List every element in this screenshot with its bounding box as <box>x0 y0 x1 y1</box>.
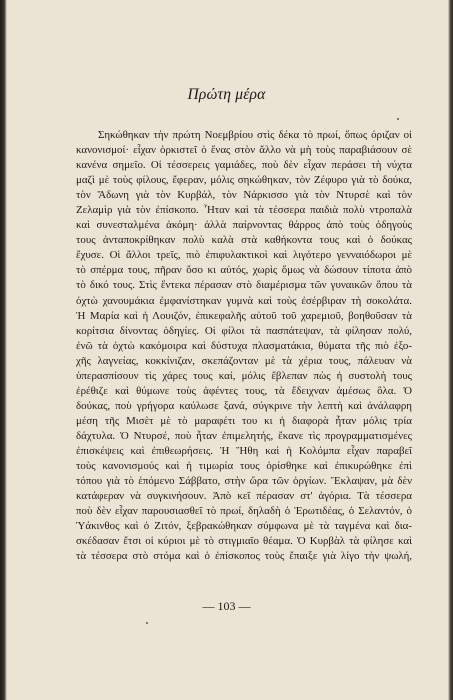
text-line: κατάφεραν νὰ συγκινήσουν. Ἀπὸ κεῖ πέρασαν στ' ἀγόρια. Τὰ τέσσερα <box>76 490 412 503</box>
page-number: — 103 — <box>202 599 251 613</box>
text-line: ἐπισκέψεις καὶ ἐπιθεωρήσεις. Ἡ Ἥθη καὶ ἡ Κολόμπα εἶχαν παραβεῖ <box>76 444 412 457</box>
page-edge-right <box>448 0 453 700</box>
text-line: κανονισμοί· εἶχαν ὁρκιστεῖ ὁ ἕνας στὸν ἄλλο νὰ μὴ τοὺς παραβιάσουν σὲ <box>76 144 412 157</box>
text-line: κορίτσια δίνοντας ὁδηγίες. Οἱ φίλοι τὰ πασπάτεψαν, τὰ φίλησαν πολύ, <box>76 324 412 337</box>
text-line: ὀχτὼ χανουμάκια ἐμφανίστηκαν γυμνὰ καὶ τοὺς ἐσέρβιραν τὴ σοκολάτα. <box>76 294 412 307</box>
text-line: τοὺς κανονισμούς καὶ ἡ τιμωρία τους ὁρίσθηκε καὶ ἐπικυρώθηκε ἐπὶ <box>76 460 412 473</box>
text-line: μαζὶ μὲ τοὺς φίλους, ἔφεραν, μόλις σηκώθηκαν, τὸν Ζέφυρο γιὰ τὸ δούκα, <box>76 174 412 187</box>
text-line: μέση τῆς Μισὲτ μὲ τὸ μαραφέτι του κι ἡ διαφορὰ ἦταν μόλις τρία <box>76 414 412 427</box>
paper-speck <box>146 622 148 624</box>
body-text <box>76 128 412 564</box>
text-line: Ὑάκινθος καὶ ὁ Ζιτόν, ξεβρακώθηκαν σύμφωνα μὲ τὰ ταγμένα καὶ δια- <box>76 520 412 533</box>
text-line: τους ἀνταποκρίθηκαν πολὺ καλὰ στὰ καθήκοντα τους καὶ ὁ δούκας <box>76 234 412 247</box>
text-line: τὰ τέσσερα στὸ στόμα καὶ ὁ ἐπίσκοπος τοὺς ἔπαιξε γιὰ λίγο τὴν ψωλή, <box>76 550 412 563</box>
text-line: χῆς λαγνείας, κοκκίνιζαν, σκεπάζονταν μὲ τὰ χέρια τους, πάλευαν νὰ <box>76 354 412 367</box>
text-line: τὸν Ἄδωνη γιὰ τὸν Κυρβάλ, τὸν Νάρκισσο γιὰ τὸν Ντυρσὲ καὶ τὸν <box>76 189 412 202</box>
text-line: ἐνῶ τὰ ὀχτὼ κακόμοιρα καὶ δύστυχα πλασματάκια, θύματα τῆς πιὸ ἐξο- <box>76 339 412 352</box>
text-line: δούκας, ποὺ γρήγορα καύλωσε ξανά, σύγκρινε τὴν λεπτὴ καὶ ἀνάλαφρη <box>76 399 412 412</box>
text-line: ἔχυσε. Οἱ ἄλλοι τρεῖς, πιὸ ἐπιφυλακτικοὶ καὶ λιγότερο γενναιόδωροι μὲ <box>76 249 412 262</box>
text-line: καὶ συνεσταλμένα ἀκόμη· ἀλλὰ παίρνοντας θάρρος ἀπὸ τοὺς ὁδηγοὺς <box>76 219 412 232</box>
text-line: τόπου γιὰ τὸ ἑπόμενο Σάββατο, στὴν ὥρα τῶν ὀργίων. Ἔκλαψαν, μὰ δὲν <box>76 475 412 488</box>
text-line: δάχτυλα. Ὁ Ντυρσέ, ποὺ ἦταν ἐπιμελητής, ἔκανε τὶς προγραμματισμένες <box>76 429 412 442</box>
text-line: ὑπερασπίσουν τὶς χάρες τους καί, μόλις ἔβλεπαν πὼς ἡ συστολὴ τους <box>76 369 412 382</box>
text-line: τὸ σπέρμα τους, πῆραν ὅσο κι αὐτός, χωρὶς ὅμως νὰ δώσουν τίποτα ἀπὸ <box>76 264 412 277</box>
text-line: Σηκώθηκαν τὴν πρώτη Νοεμβρίου στὶς δέκα τὸ πρωί, ὅπως όριζαν οἱ <box>98 129 412 141</box>
text-line: Ἡ Μαρία καὶ ἡ Λουιζόν, ἐπικεφαλῆς αὐτοῦ τοῦ χαρεμιοῦ, βοηθοῦσαν τὰ <box>76 309 412 322</box>
text-line: κανένα σημεῖο. Οἱ τέσσερεις γαμιάδες, ποὺ δὲν εἶχαν περάσει τὴ νύχτα <box>76 159 412 172</box>
text-line: σκέδασαν ἔτσι οἱ κύριοι μὲ τὸ στιγμιαῖο θέαμα. Ὁ Κυρβὰλ τὰ φίλησε καὶ <box>76 535 412 548</box>
page-edge-left <box>0 0 7 700</box>
text-line: ποὺ δὲν εἶχαν παρουσιασθεῖ τὸ πρωί, δηλαδὴ ὁ Ἐρωτιδέας, ὁ Σελαντόν, ὁ <box>76 505 412 518</box>
text-line: τὸ δικό τους. Στὶς ἕντεκα πέρασαν στὸ διαμέρισμα τῶν γυναικῶν ὅπου τὰ <box>76 279 412 292</box>
text-line: Ζελαμὶρ γιὰ τὸν ἐπίσκοπο. Ἦταν καὶ τὰ τέσσερα παιδιὰ πολὺ ντροπαλὰ <box>76 204 412 217</box>
chapter-title: Πρώτη μέρα <box>187 86 266 103</box>
text-line: ἐρέθιζε καὶ θύμωνε τοὺς ἀφέντες τους, τὰ ἔδειχναν ἀμέσως ὅλα. Ὁ <box>76 384 412 397</box>
paragraph <box>76 128 412 564</box>
paper-speck <box>397 118 399 120</box>
